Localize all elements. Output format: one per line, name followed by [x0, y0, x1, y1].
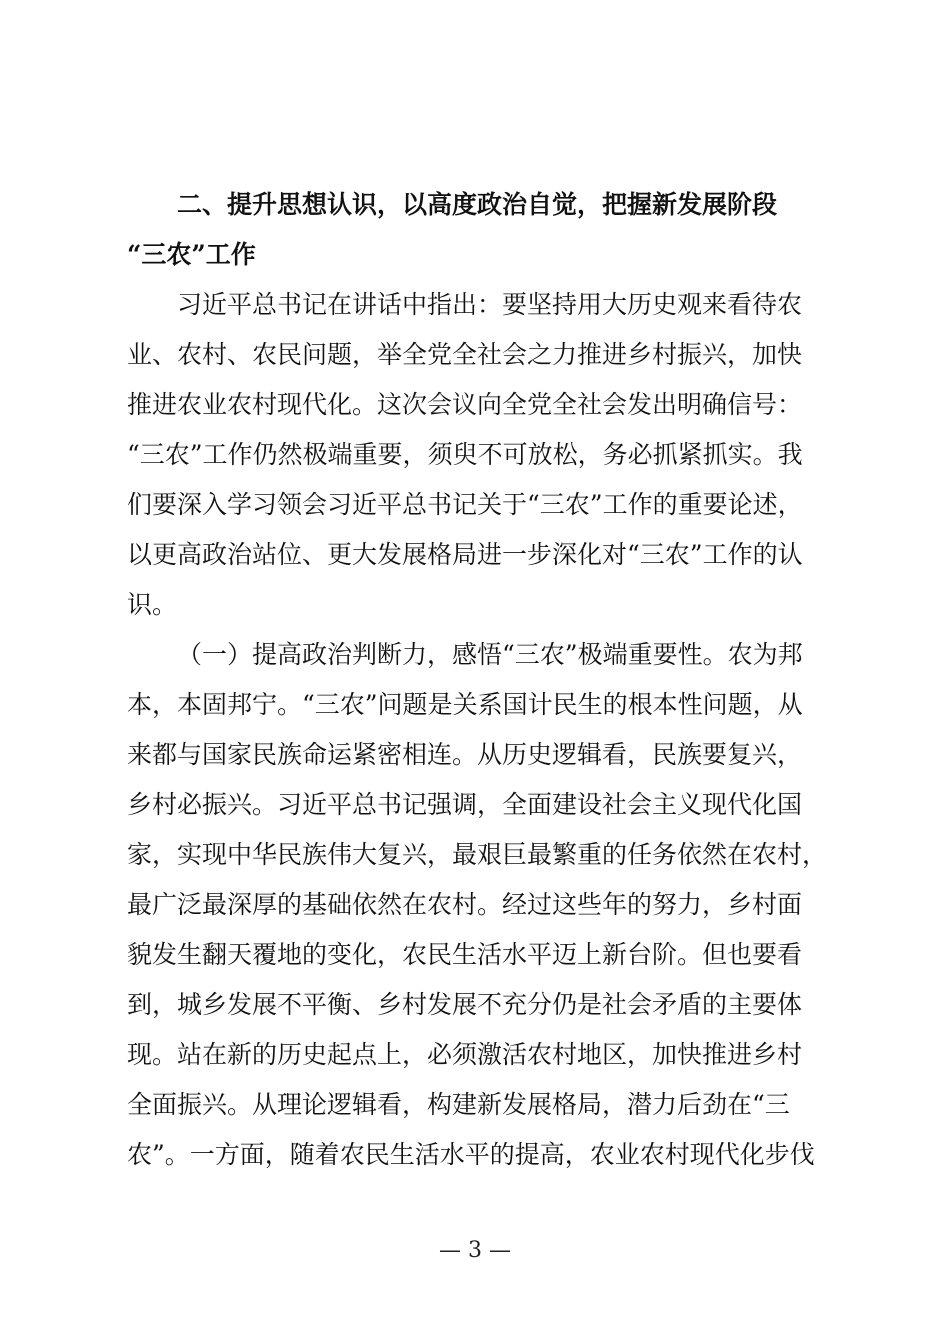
paragraph-1-line-7: 识。 — [127, 590, 178, 619]
paragraph-1-line-1: 习近平总书记在讲话中指出：要坚持用大历史观来看待农 — [177, 290, 803, 319]
paragraph-2-line-8: 到，城乡发展不平衡、乡村发展不充分仍是社会矛盾的主要体 — [127, 990, 803, 1019]
document-body — [127, 180, 827, 1180]
paragraph-1-line-5: 们要深入学习领会习近平总书记关于“三农”工作的重要论述， — [127, 490, 803, 519]
section-heading-line-2: “三农”工作 — [127, 240, 256, 269]
paragraph-1-line-2: 业、农村、农民问题，举全党全社会之力推进乡村振兴，加快 — [127, 340, 803, 369]
page-number: — 3 — — [439, 1238, 511, 1263]
paragraph-2-line-6: 最广泛最深厚的基础依然在农村。经过这些年的努力，乡村面 — [127, 890, 803, 919]
paragraph-1-line-3: 推进农业农村现代化。这次会议向全党全社会发出明确信号： — [127, 390, 803, 419]
paragraph-2-line-10: 全面振兴。从理论逻辑看，构建新发展格局，潜力后劲在“三 — [127, 1090, 790, 1119]
paragraph-2-line-5: 家，实现中华民族伟大复兴，最艰巨最繁重的任务依然在农村， — [127, 840, 827, 869]
paragraph-2-line-1: （一）提高政治判断力，感悟“三农”极端重要性。农为邦 — [177, 640, 803, 669]
paragraph-1-line-4: “三农”工作仍然极端重要，须臾不可放松，务必抓紧抓实。我 — [127, 440, 803, 469]
paragraph-2-line-2: 本，本固邦宁。“三农”问题是关系国计民生的根本性问题，从 — [127, 690, 803, 719]
paragraph-2-line-7: 貌发生翻天覆地的变化，农民生活水平迈上新台阶。但也要看 — [127, 940, 803, 969]
paragraph-2-line-3: 来都与国家民族命运紧密相连。从历史逻辑看，民族要复兴， — [127, 740, 803, 769]
section-heading-line-1: 二、提升思想认识，以高度政治自觉，把握新发展阶段 — [177, 190, 778, 219]
paragraph-1-line-6: 以更高政治站位、更大发展格局进一步深化对“三农”工作的认 — [127, 540, 803, 569]
paragraph-2-line-11: 农”。一方面，随着农民生活水平的提高，农业农村现代化步伐 — [127, 1140, 815, 1169]
paragraph-2-line-4: 乡村必振兴。习近平总书记强调，全面建设社会主义现代化国 — [127, 790, 803, 819]
paragraph-2-line-9: 现。站在新的历史起点上，必须激活农村地区，加快推进乡村 — [127, 1040, 803, 1069]
